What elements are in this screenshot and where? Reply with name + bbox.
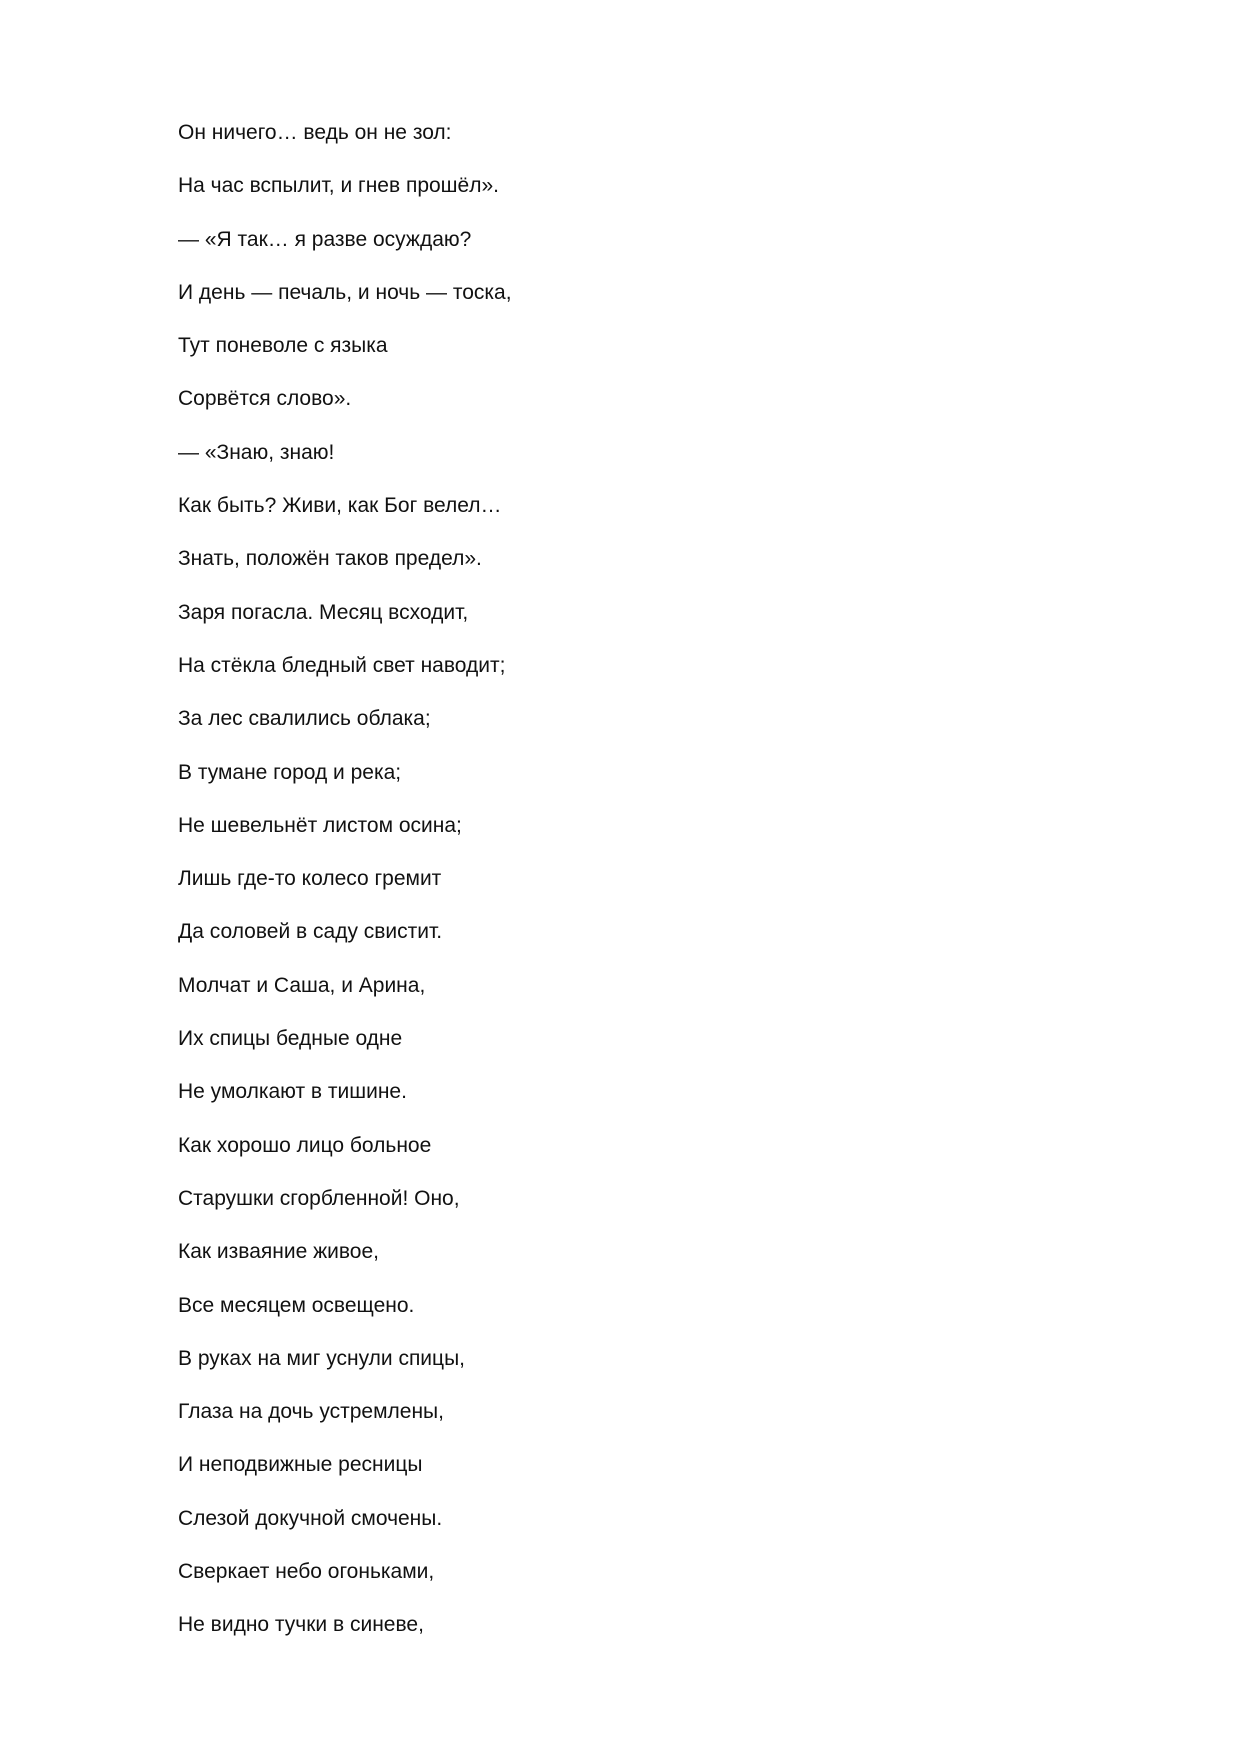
poem-line: Да соловей в саду свистит.: [178, 920, 443, 944]
poem-line: Не умолкают в тишине.: [178, 1080, 407, 1104]
poem-line: В руках на миг уснули спицы,: [178, 1346, 465, 1370]
poem-line: И неподвижные ресницы: [178, 1453, 423, 1477]
poem-line: Старушки сгорбленной! Оно,: [178, 1186, 460, 1210]
poem-line: — «Знаю, знаю!: [178, 440, 335, 464]
poem-line: Знать, положён таков предел».: [178, 547, 482, 571]
poem-line: Как хорошо лицо больное: [178, 1133, 432, 1157]
poem-line: Не шевельнёт листом осина;: [178, 813, 462, 837]
poem-line: На час вспылит, и гнев прошёл».: [178, 174, 499, 198]
poem-line: Слезой докучной смочены.: [178, 1506, 443, 1530]
poem-line: Заря погасла. Месяц всходит,: [178, 600, 469, 624]
poem-line: Он ничего… ведь он не зол:: [178, 121, 452, 144]
poem-line: За лес свалились облака;: [178, 707, 431, 731]
poem-line: Сверкает небо огоньками,: [178, 1560, 435, 1584]
poem-line: На стёкла бледный свет наводит;: [178, 653, 506, 677]
poem-line: Их спицы бедные одне: [178, 1027, 403, 1051]
poem-text: [178, 116, 1078, 1662]
poem-line: В тумане город и река;: [178, 760, 402, 784]
poem-line: Глаза на дочь устремлены,: [178, 1400, 444, 1424]
poem-line: — «Я так… я разве осуждаю?: [178, 227, 472, 251]
poem-line: Все месяцем освещено.: [178, 1293, 415, 1317]
poem-line: Как быть? Живи, как Бог велел…: [178, 494, 502, 518]
poem-line: Сорвётся слово».: [178, 387, 352, 411]
poem-line: Не видно тучки в синеве,: [178, 1613, 424, 1637]
poem-line: Тут поневоле с языка: [178, 334, 388, 358]
poem-line: Лишь где-то колесо гремит: [178, 867, 442, 891]
poem-line: Как изваяние живое,: [178, 1240, 379, 1264]
poem-line: Молчат и Саша, и Арина,: [178, 973, 426, 997]
poem-line: И день — печаль, и ночь — тоска,: [178, 280, 512, 304]
